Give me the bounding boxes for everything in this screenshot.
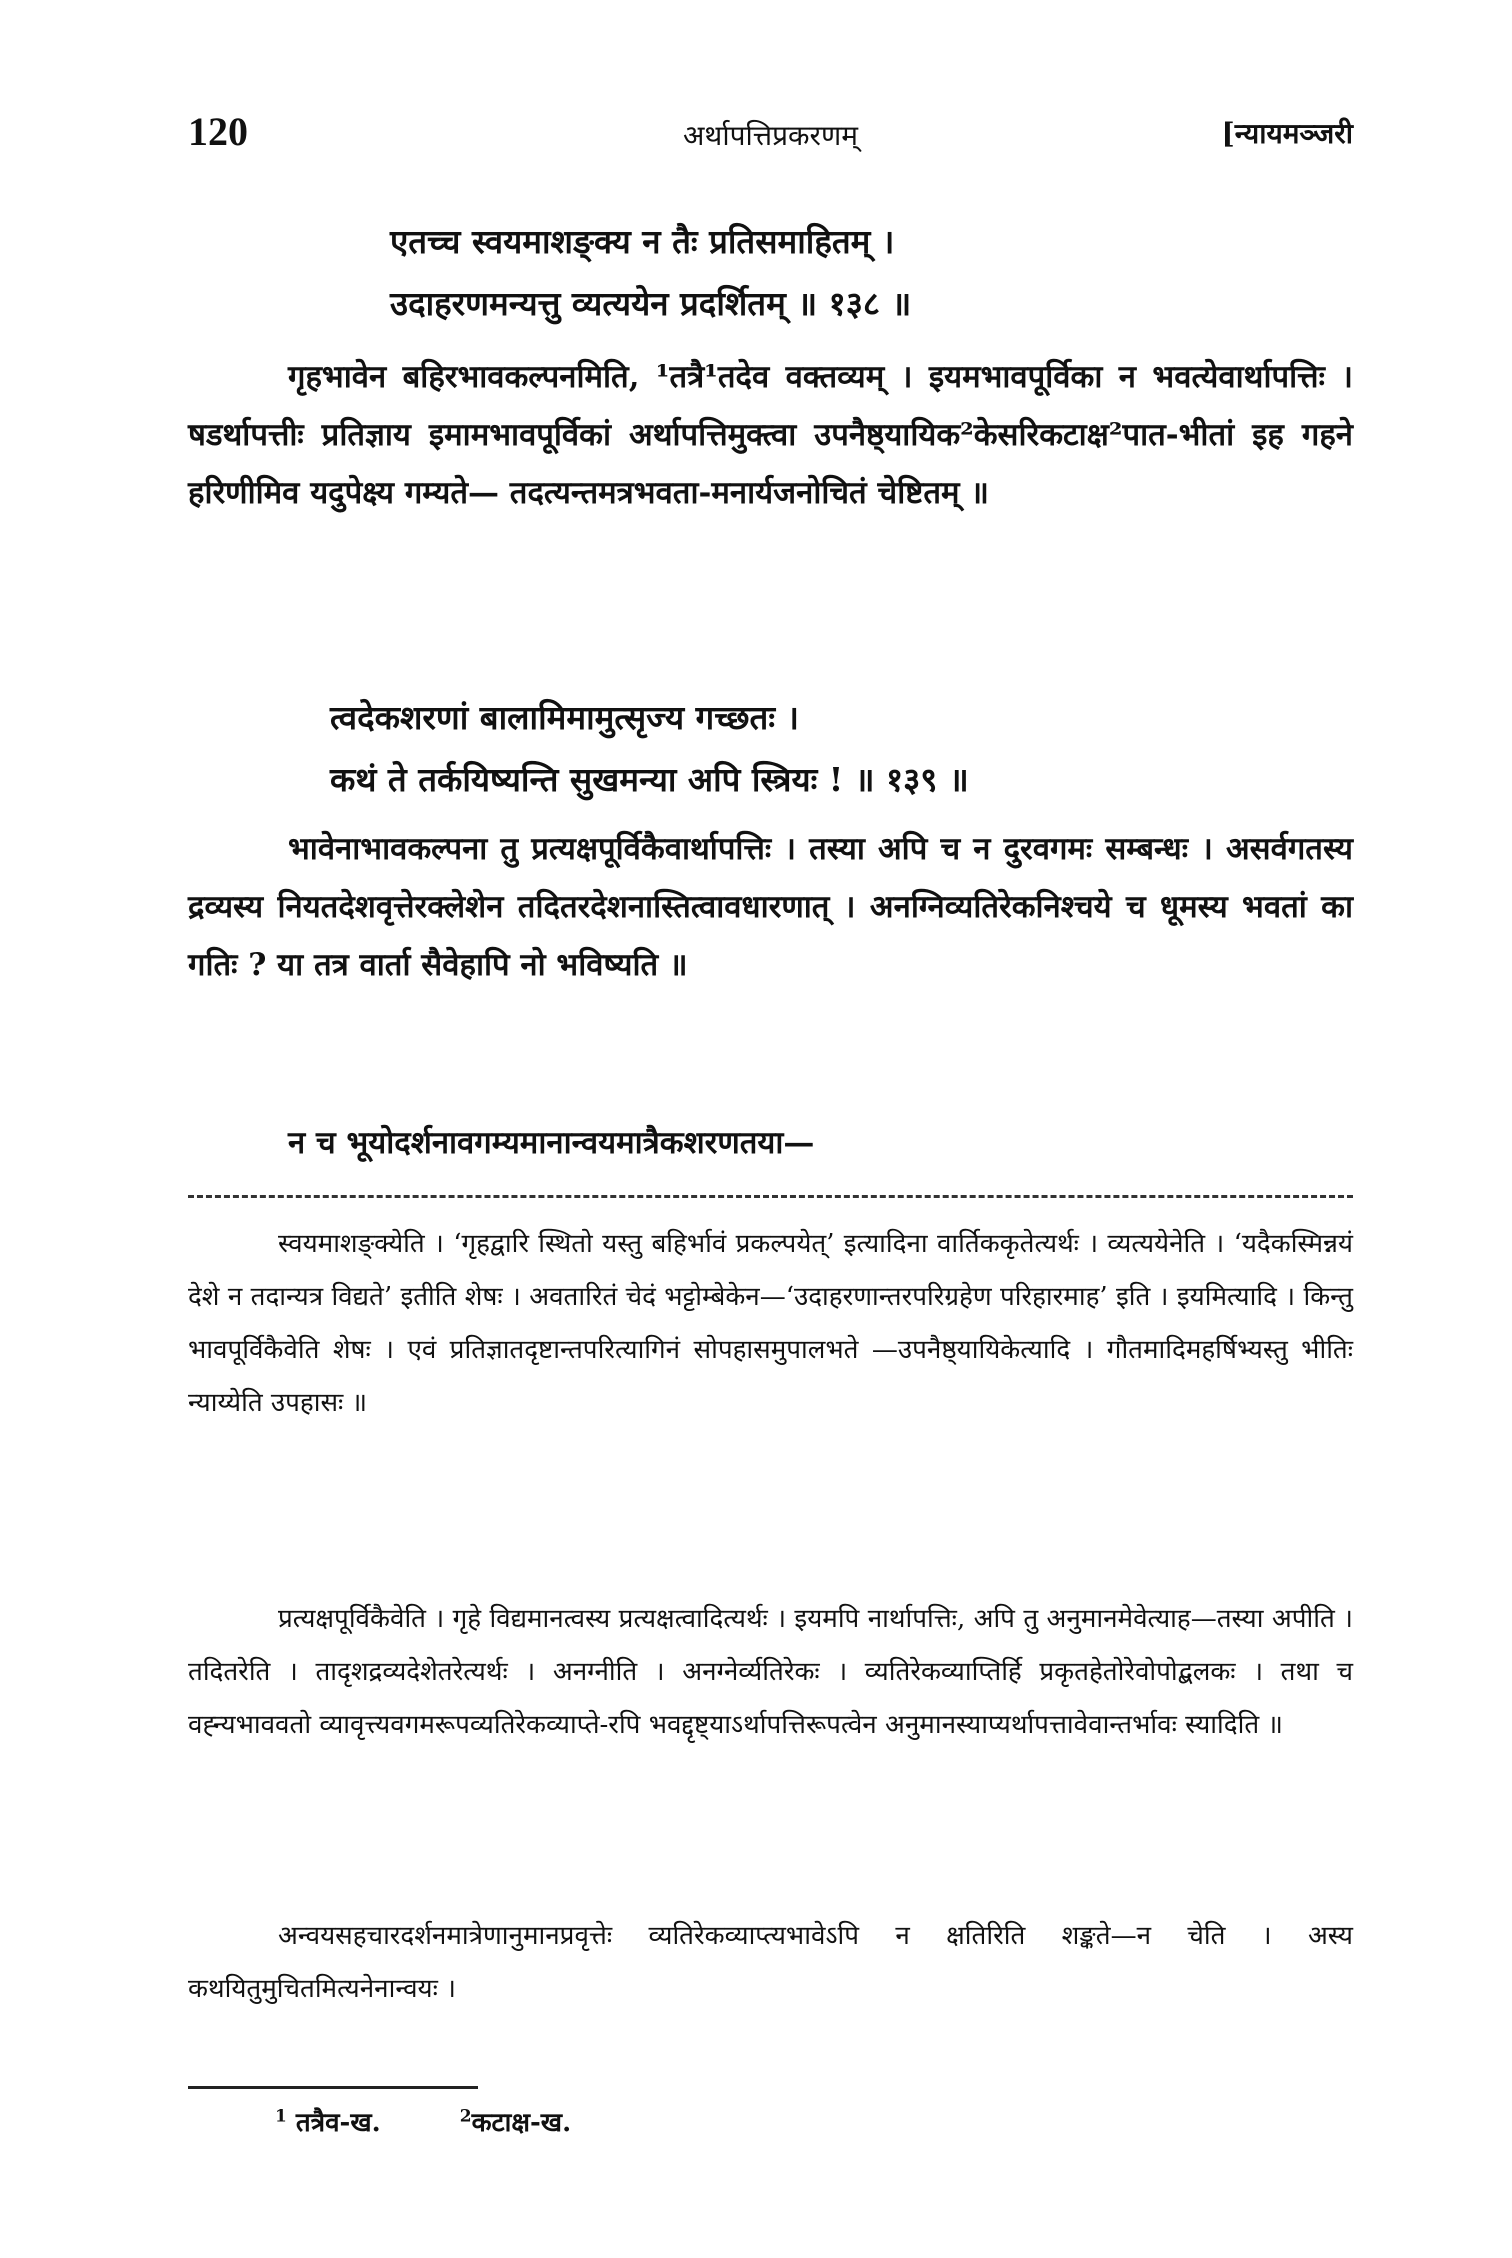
commentary-separator	[188, 1195, 1353, 1198]
footnote: $^2$कटाक्ष-ख.	[459, 2106, 572, 2138]
verse-138-line-1: एतच्च स्वयमाशङ्क्य न तैः प्रतिसमाहितम् ।	[390, 222, 895, 261]
footnotes	[275, 2103, 641, 2139]
paragraph-3: न च भूयोदर्शनावगम्यमानान्वयमात्रैकशरणतया—	[288, 1125, 815, 1161]
commentary-paragraph-1: स्वयमाशङ्क्येति । ‘गृहद्वारि स्थितो यस्तु बहिर्भावं प्रकल्पयेत्’ इत्यादिना वार्तिककृतेत्यर्थः । व्यत्ययेनेति । ‘यदैकस्मिन्नयं देशे न तदान्यत्र विद्यते’ इतीति शेषः । अवतारितं चेदं भट्टोम्बेकेन—‘उदाहरणान्तरपरिग्रहेण परिहारमाह’ इति । इयमित्यादि । किन्तु भावपूर्विकैवेति शेषः । एवं प्रतिज्ञातदृष्टान्तपरित्यागिनं सोपहासमुपालभते —उपनैष्ठ्यायिकेत्यादि । गौतमादिमहर्षिभ्यस्तु भीतिः न्याय्येति उपहासः ॥	[188, 1229, 1353, 1418]
commentary-paragraph-3: अन्वयसहचारदर्शनमात्रेणानुमानप्रवृत्तेः व्यतिरेकव्याप्त्यभावेऽपि न क्षतिरिति शङ्कते—न चेति । अस्य कथयितुमुचितमित्यनेनान्वयः ।	[188, 1921, 1353, 2004]
commentary-paragraph-2: प्रत्यक्षपूर्विकैवेति । गृहे विद्यमानत्वस्य प्रत्यक्षत्वादित्यर्थः । इयमपि नार्थापत्तिः, अपि तु अनुमानमेवेत्याह—तस्या अपीति । तदितरेति । तादृशद्रव्यदेशेतरेत्यर्थः । अनग्नीति । अनग्नेर्व्यतिरेकः । व्यतिरेकव्याप्तिर्हि प्रकृतहेतोरेवोपोद्बलकः । तथा च वह्न्यभाववतो व्यावृत्त्यवगमरूपव्यतिरेकव्याप्ते-रपि भवद्दृष्ट्याऽर्थापत्तिरूपत्वेन अनुमानस्याप्यर्थापत्तावेवान्तर्भावः स्यादिति ॥	[188, 1604, 1353, 1740]
page-header	[188, 108, 1353, 168]
book-title: [न्यायमञ्जरी	[1221, 117, 1353, 150]
running-title: अर्थापत्तिप्रकरणम्	[683, 119, 858, 152]
footnote-rule	[188, 2086, 478, 2089]
paragraph-1: गृहभावेन बहिरभावकल्पनमिति, ¹तत्रै¹तदेव वक्तव्यम् । इयमभावपूर्विका न भवत्येवार्थापत्तिः । षडर्थापत्तीः प्रतिज्ञाय इमामभावपूर्विकां अर्थापत्तिमुक्त्वा उपनैष्ठ्यायिक²केसरिकटाक्ष²पात-भीतां इह गहने हरिणीमिव यदुपेक्ष्य गम्यते— तदत्यन्तमत्रभवता-मनार्यजनोचितं चेष्टितम् ॥	[188, 359, 1353, 511]
verse-138-line-2: उदाहरणमन्यत्तु व्यत्ययेन प्रदर्शितम् ॥ १३८ ॥	[390, 284, 912, 323]
footnote: $^1$ तत्रैव-ख.	[275, 2106, 381, 2138]
page-number: 120	[188, 109, 248, 154]
paragraph-2: भावेनाभावकल्पना तु प्रत्यक्षपूर्विकैवार्थापत्तिः । तस्या अपि च न दुरवगमः सम्बन्धः । असर्वगतस्य द्रव्यस्य नियतदेशवृत्तेरक्लेशेन तदितरदेशनास्तित्वावधारणात् । अनग्निव्यतिरेकनिश्चये च धूमस्य भवतां का गतिः ? या तत्र वार्ता सैवेहापि नो भविष्यति ॥	[188, 831, 1353, 983]
verse-139-line-2: कथं ते तर्कयिष्यन्ति सुखमन्या अपि स्त्रियः ! ॥ १३९ ॥	[330, 760, 969, 799]
verse-139-line-1: त्वदेकशरणां बालामिमामुत्सृज्य गच्छतः ।	[330, 698, 799, 737]
